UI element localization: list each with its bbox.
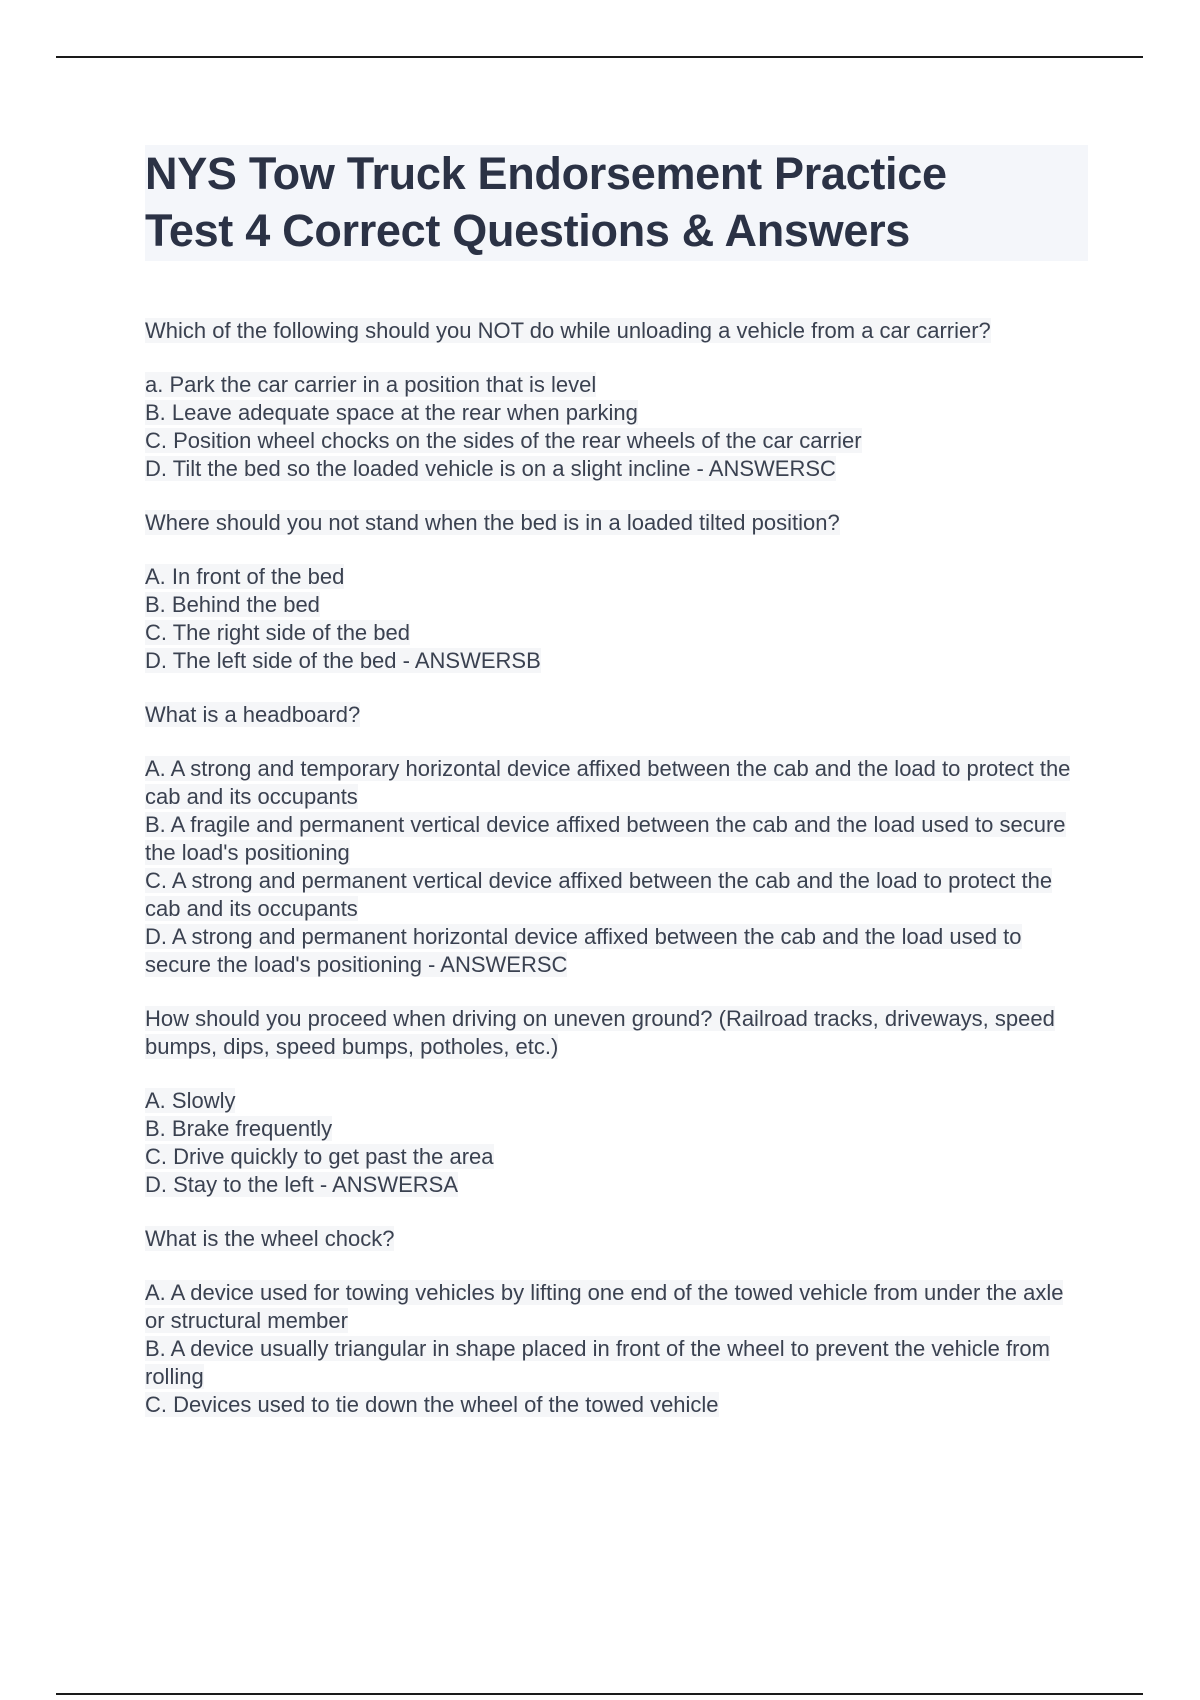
question-block-1 xyxy=(145,317,1088,483)
question-text: Where should you not stand when the bed is in a loaded tilted position? xyxy=(145,510,840,535)
option-item: B. Leave adequate space at the rear when parking xyxy=(145,400,638,425)
top-divider xyxy=(56,56,1143,58)
question-block-3 xyxy=(145,701,1088,979)
option-item: A. Slowly xyxy=(145,1088,236,1113)
title-line-1: NYS Tow Truck Endorsement Practice xyxy=(145,148,947,199)
question-text: Which of the following should you NOT do while unloading a vehicle from a car carrier? xyxy=(145,318,991,343)
page-title xyxy=(145,145,1084,259)
option-item: C. The right side of the bed xyxy=(145,620,410,645)
question-text: How should you proceed when driving on uneven ground? (Railroad tracks, driveways, speed bumps, dips, speed bumps, potholes, etc.) xyxy=(145,1006,1055,1059)
option-item: C. A strong and permanent vertical device affixed between the cab and the load to protect the cab and its occupants xyxy=(145,868,1053,921)
option-list xyxy=(145,755,1088,979)
title-block xyxy=(145,145,1088,261)
question-text: What is a headboard? xyxy=(145,702,361,727)
option-item: B. Behind the bed xyxy=(145,592,320,617)
question-block-5 xyxy=(145,1225,1088,1419)
question-text: What is the wheel chock? xyxy=(145,1226,395,1251)
option-item: C. Position wheel chocks on the sides of the rear wheels of the car carrier xyxy=(145,428,862,453)
document-body xyxy=(145,145,1088,1445)
option-list xyxy=(145,1087,1088,1199)
option-item: A. In front of the bed xyxy=(145,564,345,589)
option-item: B. A device usually triangular in shape placed in front of the wheel to prevent the vehicle from rolling xyxy=(145,1336,1050,1389)
option-list xyxy=(145,563,1088,675)
question-block-2 xyxy=(145,509,1088,675)
option-list xyxy=(145,1279,1088,1419)
option-list xyxy=(145,371,1088,483)
option-item: D. The left side of the bed - ANSWERSB xyxy=(145,648,541,673)
option-item: B. A fragile and permanent vertical device affixed between the cab and the load used to secure the load's positioning xyxy=(145,812,1066,865)
option-item: a. Park the car carrier in a position that is level xyxy=(145,372,597,397)
option-item: D. Stay to the left - ANSWERSA xyxy=(145,1172,458,1197)
option-item: A. A strong and temporary horizontal device affixed between the cab and the load to protect the cab and its occupants xyxy=(145,756,1071,809)
bottom-divider xyxy=(56,1693,1143,1695)
option-item: B. Brake frequently xyxy=(145,1116,333,1141)
option-item: D. A strong and permanent horizontal device affixed between the cab and the load used to secure the load's positioning - ANSWERSC xyxy=(145,924,1022,977)
option-item: C. Drive quickly to get past the area xyxy=(145,1144,494,1169)
option-item: D. Tilt the bed so the loaded vehicle is on a slight incline - ANSWERSC xyxy=(145,456,836,481)
title-line-2: Test 4 Correct Questions & Answers xyxy=(145,205,911,256)
option-item: A. A device used for towing vehicles by lifting one end of the towed vehicle from under the axle or structural member xyxy=(145,1280,1064,1333)
option-item: C. Devices used to tie down the wheel of the towed vehicle xyxy=(145,1392,719,1417)
question-block-4 xyxy=(145,1005,1088,1199)
